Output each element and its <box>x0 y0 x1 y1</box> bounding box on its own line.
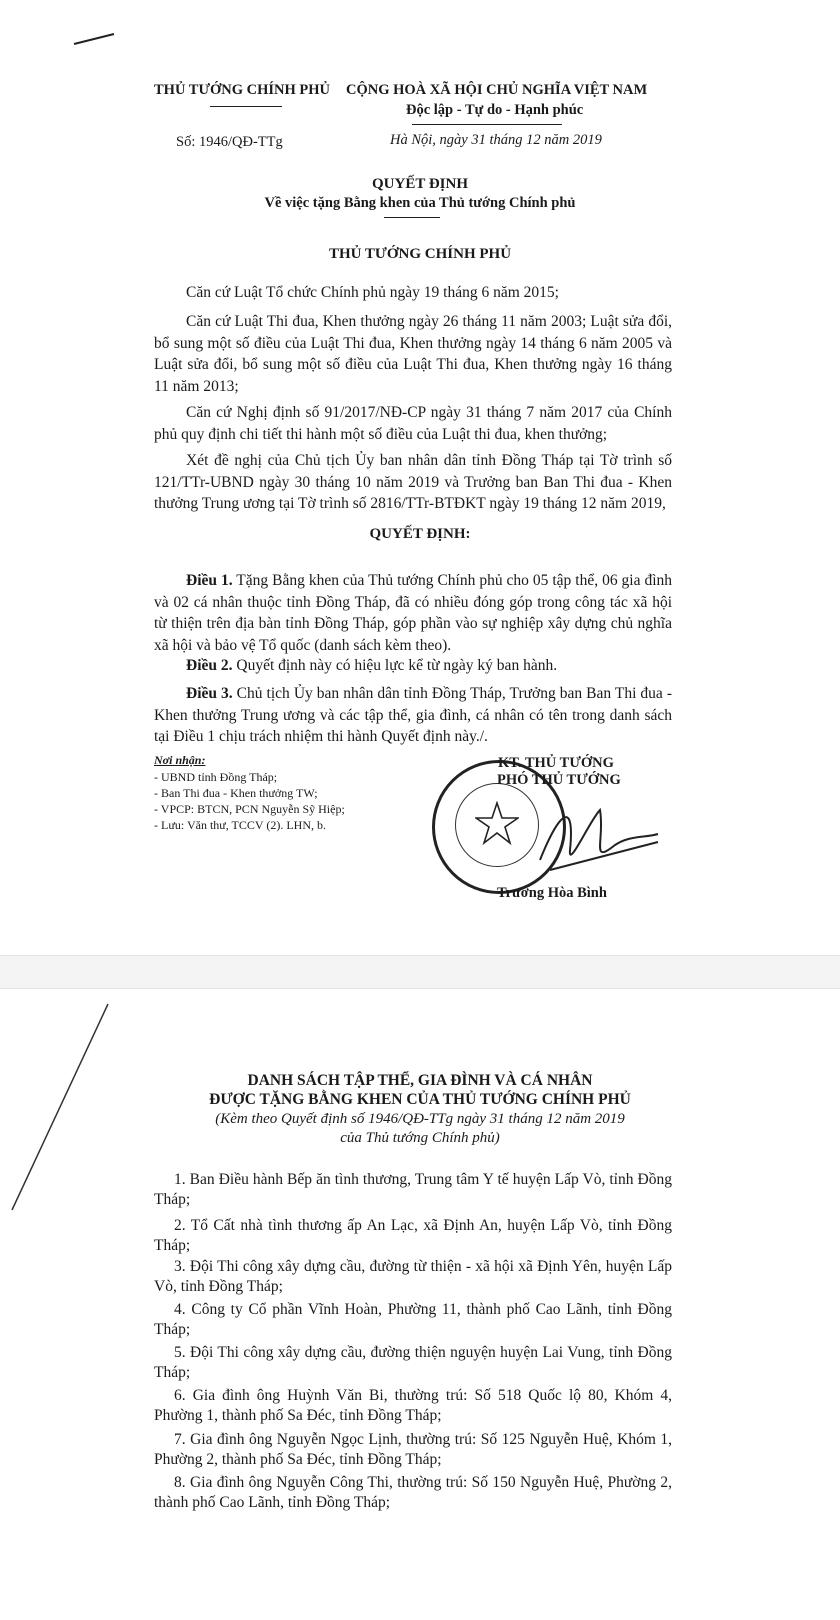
article-label: Điều 3. <box>186 685 233 702</box>
decides-heading: QUYẾT ĐỊNH: <box>369 526 471 542</box>
article-label: Điều 1. <box>186 572 233 589</box>
annex-reference-2: của Thủ tướng Chính phủ) <box>340 1130 500 1146</box>
star-emblem-icon <box>475 801 519 845</box>
country-name: CỘNG HOÀ XÃ HỘI CHỦ NGHĨA VIỆT NAM <box>346 82 648 98</box>
annex-subtitle: ĐƯỢC TẶNG BẰNG KHEN CỦA THỦ TƯỚNG CHÍNH PHỦ <box>209 1091 631 1108</box>
recipient-item: - Ban Thi đua - Khen thưởng TW; <box>154 786 318 800</box>
subtitle-underline <box>384 217 440 218</box>
page-separator <box>0 955 840 989</box>
list-item: 1. Ban Điều hành Bếp ăn tình thương, Trung tâm Y tế huyện Lấp Vò, tỉnh Đồng Tháp; <box>154 1171 672 1208</box>
recipients-heading: Nơi nhận: <box>154 753 206 767</box>
article-label: Điều 2. <box>186 657 233 674</box>
article-text: Quyết định này có hiệu lực kể từ ngày ký ban hành. <box>232 657 558 674</box>
list-item: 4. Công ty Cổ phần Vĩnh Hoàn, Phường 11, thành phố Cao Lãnh, tỉnh Đồng Tháp; <box>154 1301 672 1338</box>
article-text: Chủ tịch Ủy ban nhân dân tỉnh Đồng Tháp, Trưởng ban Ban Thi đua - Khen thưởng Trung ương và các tập thể, gia đình, cá nhân có tên trong danh sách tại Điều 1 chịu trách nhiệm thi hành Quyết định này./. <box>154 685 672 745</box>
list-item: 6. Gia đình ông Huỳnh Văn Bi, thường trú: Số 518 Quốc lộ 80, Khóm 4, Phường 1, thành phố Sa Đéc, tỉnh Đồng Tháp; <box>154 1387 672 1424</box>
article-2 <box>154 655 672 677</box>
recipient-item: - UBND tỉnh Đồng Tháp; <box>154 770 278 784</box>
document-number: Số: 1946/QĐ-TTg <box>176 134 283 150</box>
recipient-item: - Lưu: Văn thư, TCCV (2). LHN, b. <box>154 818 327 832</box>
list-item: 3. Đội Thi công xây dựng cầu, đường từ thiện - xã hội xã Định Yên, huyện Lấp Vò, tỉnh Đồng Tháp; <box>154 1258 672 1295</box>
article-1 <box>154 570 672 656</box>
signature-subtitle: PHÓ THỦ TƯỚNG <box>497 772 621 788</box>
preamble-paragraph: Căn cứ Luật Thi đua, Khen thưởng ngày 26 tháng 11 năm 2003; Luật sửa đổi, bổ sung một số điều của Luật Thi đua, Khen thưởng ngày 14 tháng 6 năm 2005 và Luật sửa đổi, bổ sung một số điều của Luật Thi đua, Khen thưởng ngày 16 tháng 11 năm 2013; <box>154 313 672 395</box>
signature-title: KT. THỦ TƯỚNG <box>498 755 614 771</box>
list-item: 5. Đội Thi công xây dựng cầu, đường thiện nguyện huyện Lai Vung, tỉnh Đồng Tháp; <box>154 1344 672 1381</box>
authority-heading: THỦ TƯỚNG CHÍNH PHỦ <box>328 246 512 262</box>
decision-subtitle: Về việc tặng Bằng khen của Thủ tướng Chính phủ <box>264 195 576 211</box>
preamble-paragraph: Căn cứ Luật Tổ chức Chính phủ ngày 19 tháng 6 năm 2015; <box>186 284 559 301</box>
list-item: 2. Tổ Cất nhà tình thương ấp An Lạc, xã Định An, huyện Lấp Vò, tỉnh Đồng Tháp; <box>154 1217 672 1254</box>
issuer-underline <box>210 106 282 107</box>
motto-underline <box>412 124 562 125</box>
place-date: Hà Nội, ngày 31 tháng 12 năm 2019 <box>390 132 602 148</box>
signer-name: Trương Hòa Bình <box>497 885 607 901</box>
annex-reference: (Kèm theo Quyết định số 1946/QĐ-TTg ngày 31 tháng 12 năm 2019 <box>215 1111 625 1127</box>
pen-mark <box>70 30 120 50</box>
list-item: 8. Gia đình ông Nguyễn Công Thi, thường trú: Số 150 Nguyễn Huệ, Phường 2, thành phố Cao Lãnh, tỉnh Đồng Tháp; <box>154 1474 672 1511</box>
article-text: Tặng Bằng khen của Thủ tướng Chính phủ cho 05 tập thể, 06 gia đình và 02 cá nhân thuộc tỉnh Đồng Tháp, đã có nhiều đóng góp trong công tác xã hội từ thiện trên địa bàn tỉnh Đồng Tháp, góp phần vào sự nghiệp xây dựng chủ nghĩa xã hội và bảo vệ Tổ quốc (danh sách kèm theo). <box>154 572 673 654</box>
article-3 <box>154 683 672 748</box>
national-motto: Độc lập - Tự do - Hạnh phúc <box>406 102 584 118</box>
recipient-item: - VPCP: BTCN, PCN Nguyễn Sỹ Hiệp; <box>154 802 345 816</box>
list-item: 7. Gia đình ông Nguyễn Ngọc Lịnh, thường trú: Số 125 Nguyễn Huệ, Khóm 1, Phường 2, thành phố Sa Đéc, tỉnh Đồng Tháp; <box>154 1431 672 1468</box>
handwritten-signature <box>520 790 660 880</box>
annex-title: DANH SÁCH TẬP THỂ, GIA ĐÌNH VÀ CÁ NHÂN <box>247 1072 593 1089</box>
issuer-name: THỦ TƯỚNG CHÍNH PHỦ <box>154 82 331 98</box>
preamble-paragraph: Căn cứ Nghị định số 91/2017/NĐ-CP ngày 31 tháng 7 năm 2017 của Chính phủ quy định chi tiết thi hành một số điều của Luật thi đua, khen thưởng; <box>154 404 672 443</box>
decision-title: QUYẾT ĐỊNH <box>372 176 468 192</box>
preamble-paragraph: Xét đề nghị của Chủ tịch Ủy ban nhân dân tỉnh Đồng Tháp tại Tờ trình số 121/TTr-UBND ngày 30 tháng 10 năm 2019 và Trưởng ban Ban Thi đua - Khen thưởng Trung ương tại Tờ trình số 2816/TTr-BTĐKT ngày 19 tháng 12 năm 2019, <box>154 452 672 512</box>
